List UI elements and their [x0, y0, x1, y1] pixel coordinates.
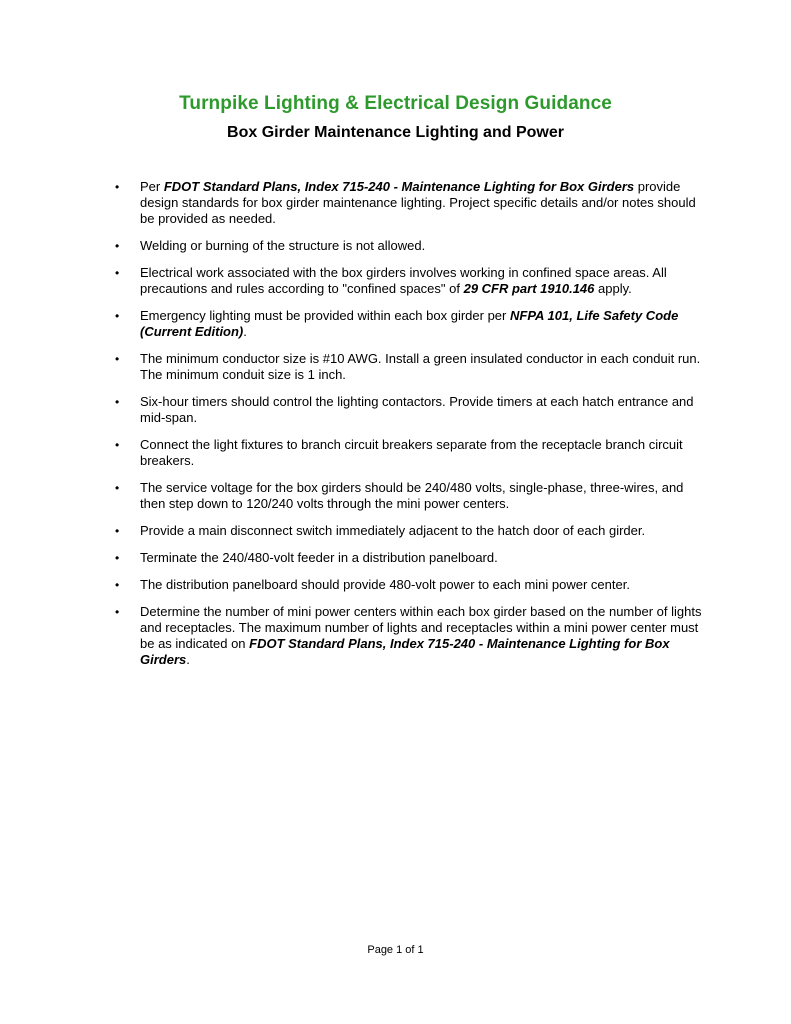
item-text: Connect the light fixtures to branch circuit breakers separate from the receptacle branch circuit breakers.	[140, 437, 683, 468]
list-item	[112, 308, 702, 340]
document-title: Turnpike Lighting & Electrical Design Guidance	[179, 93, 612, 114]
item-text: Terminate the 240/480-volt feeder in a distribution panelboard.	[140, 550, 498, 565]
bullet-icon: •	[115, 266, 120, 280]
bullet-icon: •	[115, 524, 120, 538]
list-item	[112, 550, 702, 566]
item-text: Six-hour timers should control the lighting contactors. Provide timers at each hatch entrance and mid-span.	[140, 394, 694, 425]
item-text: Determine the number of mini power centers within each box girder based on the number of lights and receptacles. The maximum number of lights and receptacles within a mini power center must be as indicated on	[140, 604, 702, 651]
guidance-list	[112, 179, 702, 679]
bullet-icon: •	[115, 239, 120, 253]
item-reference: NFPA 101, Life Safety Code (Current Edition)	[140, 308, 679, 339]
item-text: provide design standards for box girder maintenance lighting. Project specific details and/or notes should be provided as needed.	[140, 179, 696, 226]
bullet-icon: •	[115, 180, 120, 194]
item-text: Per	[140, 179, 164, 194]
bullet-icon: •	[115, 309, 120, 323]
bullet-icon: •	[115, 578, 120, 592]
list-item	[112, 480, 702, 512]
list-item	[112, 265, 702, 297]
list-item	[112, 604, 702, 668]
bullet-icon: •	[115, 395, 120, 409]
item-text: .	[186, 652, 190, 667]
page-number: Page 1 of 1	[367, 944, 424, 956]
list-item	[112, 238, 702, 254]
item-reference: 29 CFR part 1910.146	[463, 281, 595, 296]
list-item	[112, 179, 702, 227]
bullet-icon: •	[115, 352, 120, 366]
item-reference: FDOT Standard Plans, Index 715-240 - Maintenance Lighting for Box Girders	[163, 179, 635, 194]
item-text: Emergency lighting must be provided within each box girder per	[140, 308, 510, 323]
list-item	[112, 437, 702, 469]
bullet-icon: •	[115, 438, 120, 452]
bullet-icon: •	[115, 481, 120, 495]
list-item	[112, 394, 702, 426]
item-text: .	[243, 324, 247, 339]
list-item	[112, 523, 702, 539]
bullet-icon: •	[115, 605, 120, 619]
item-reference: FDOT Standard Plans, Index 715-240 - Maintenance Lighting for Box Girders	[140, 636, 670, 667]
item-text: Provide a main disconnect switch immediately adjacent to the hatch door of each girder.	[140, 523, 646, 538]
item-text: The service voltage for the box girders should be 240/480 volts, single-phase, three-wires, and then step down to 120/240 volts through the mini power centers.	[140, 480, 684, 511]
item-text: The minimum conductor size is #10 AWG. Install a green insulated conductor in each conduit run. The minimum conduit size is 1 inch.	[140, 351, 701, 382]
item-text: apply.	[594, 281, 632, 296]
item-text: Welding or burning of the structure is not allowed.	[140, 238, 426, 253]
item-text: The distribution panelboard should provide 480-volt power to each mini power center.	[140, 577, 630, 592]
bullet-icon: •	[115, 551, 120, 565]
item-text: Electrical work associated with the box girders involves working in confined space areas. All precautions and rules according to "confined spaces" of	[140, 265, 667, 296]
list-item	[112, 577, 702, 593]
document-subtitle: Box Girder Maintenance Lighting and Power	[227, 124, 564, 141]
list-item	[112, 351, 702, 383]
